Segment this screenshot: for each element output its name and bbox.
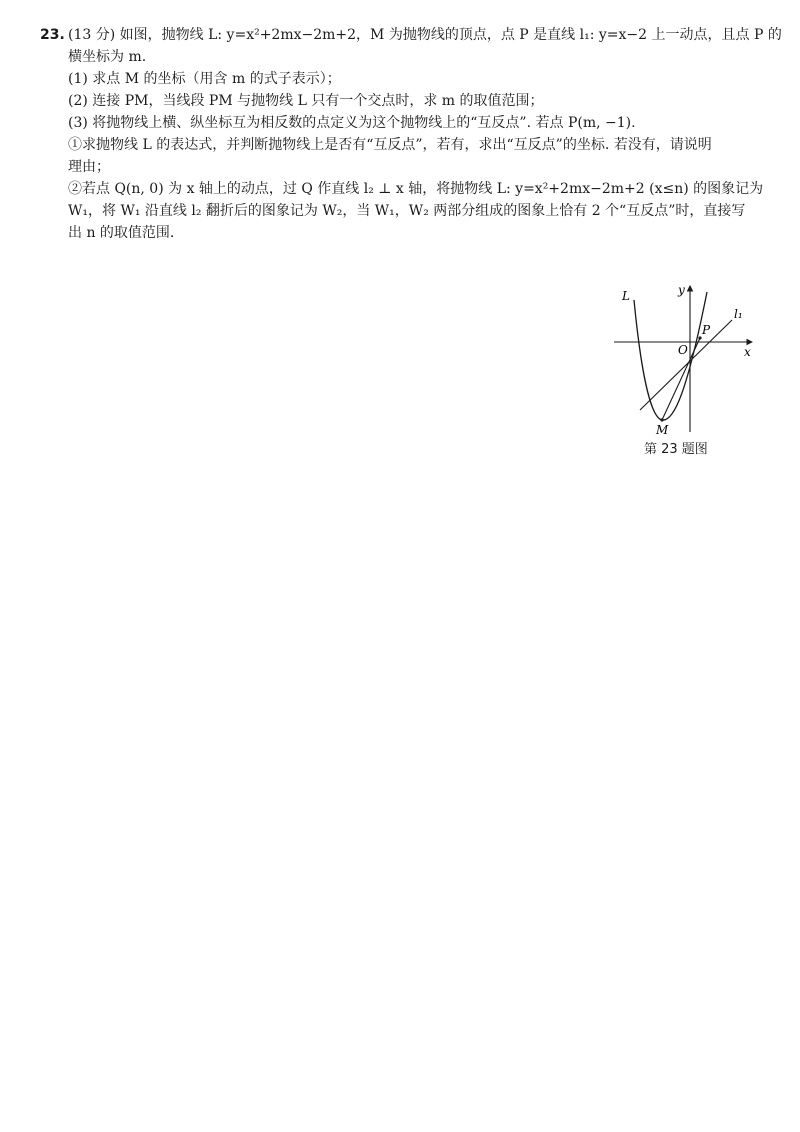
point-M	[660, 418, 663, 421]
problem-text: (13 分) 如图，抛物线 L: y=x²+2mx−2m+2，M 为抛物线的顶点，点 P 是直线 l₁: y=x−2 上一动点，且点 P 的	[68, 27, 782, 43]
question-3-part-1: ①求抛物线 L 的表达式，并判断抛物线上是否有“互反点”，若有，求出“互反点”的坐标. 若没有，请说明	[68, 137, 712, 153]
label-P: P	[702, 323, 711, 337]
question-3-part-1-cont: 理由；	[68, 159, 110, 175]
label-x: x	[744, 345, 751, 359]
figure-23	[612, 282, 762, 462]
label-M: M	[656, 423, 669, 437]
problem-line-1	[40, 24, 782, 46]
line-l1	[640, 320, 732, 410]
question-3: (3) 将抛物线上横、纵坐标互为相反数的点定义为这个抛物线上的“互反点”. 若点 P(m, −1).	[68, 115, 636, 131]
problem-line-2: 横坐标为 m.	[68, 49, 147, 65]
question-3-part-2: ②若点 Q(n, 0) 为 x 轴上的动点，过 Q 作直线 l₂ ⊥ x 轴，将抛物线 L: y=x²+2mx−2m+2 (x≤n) 的图象记为	[68, 181, 764, 197]
figure-caption: 第 23 题图	[644, 442, 708, 457]
problem-number: 23.	[40, 27, 65, 43]
label-y: y	[678, 283, 685, 297]
label-l1: l₁	[734, 307, 743, 321]
question-1: (1) 求点 M 的坐标（用含 m 的式子表示）；	[68, 71, 341, 87]
problem-23	[40, 24, 782, 244]
question-3-part-2-end: 出 n 的取值范围.	[68, 225, 175, 241]
label-L: L	[622, 289, 630, 303]
question-2: (2) 连接 PM，当线段 PM 与抛物线 L 只有一个交点时，求 m 的取值范围；	[68, 93, 544, 109]
question-3-part-2-cont: W₁，将 W₁ 沿直线 l₂ 翻折后的图象记为 W₂，当 W₁，W₂ 两部分组成的图象上恰有 2 个“互反点”时，直接写	[68, 203, 746, 219]
label-O: O	[678, 343, 688, 357]
coordinate-diagram	[612, 282, 762, 438]
